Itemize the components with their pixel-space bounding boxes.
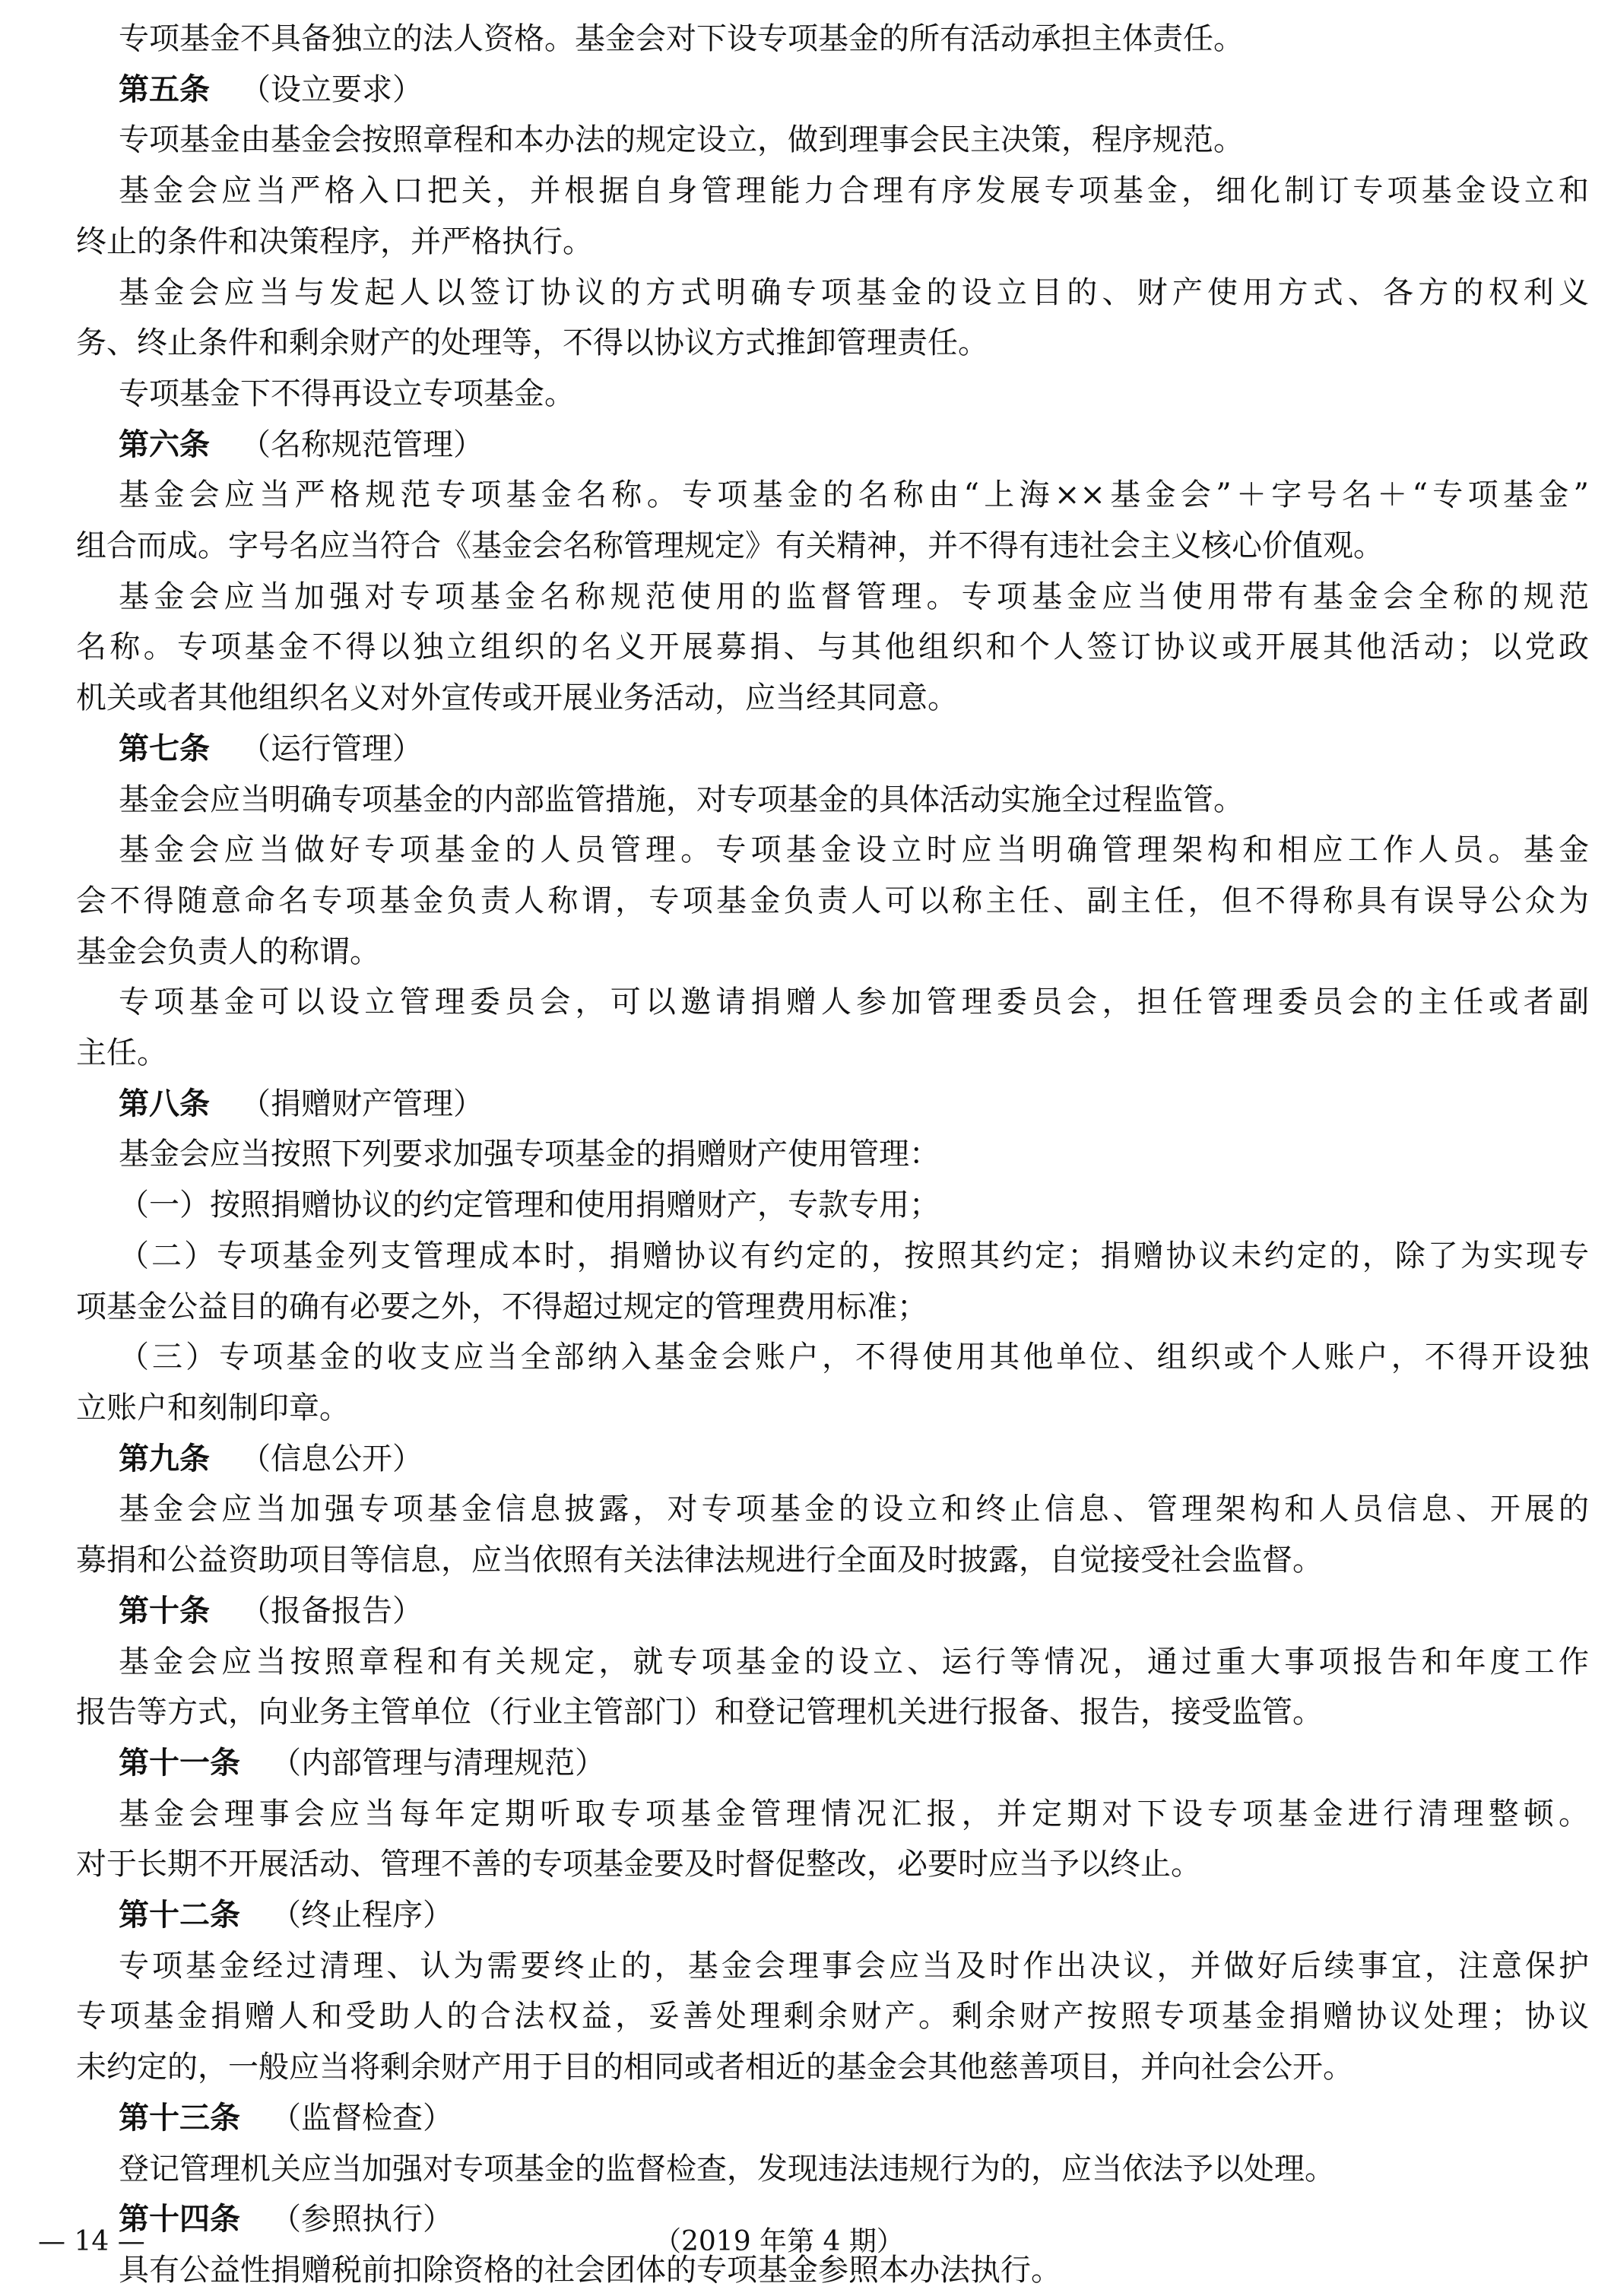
paragraph-line: （三）专项基金的收支应当全部纳入基金会账户，不得使用其他单位、组织或个人账户，不得开设独 [119, 1340, 1589, 1375]
article-heading [76, 65, 1589, 116]
article-title: （运行管理） [240, 731, 423, 766]
paragraph-line: 未约定的，一般应当将剩余财产用于目的相同或者相近的基金会其他慈善项目，并向社会公开。 [76, 2050, 1353, 2085]
article-number: 第六条 [119, 427, 210, 462]
article-number: 第八条 [119, 1086, 210, 1121]
paragraph-line: 务、终止条件和剩余财产的处理等，不得以协议方式推卸管理责任。 [76, 325, 988, 361]
article-heading [76, 420, 1589, 471]
paragraph-line: （一）按照捐赠协议的约定管理和使用捐赠财产，专款专用； [119, 1188, 940, 1223]
paragraph-line: 对于长期不开展活动、管理不善的专项基金要及时督促整改，必要时应当予以终止。 [76, 1847, 1201, 1882]
paragraph-line: 专项基金由基金会按照章程和本办法的规定设立，做到理事会民主决策，程序规范。 [119, 122, 1244, 158]
article-number: 第九条 [119, 1441, 210, 1476]
paragraph-line: 基金会应当做好专项基金的人员管理。专项基金设立时应当明确管理架构和相应工作人员。基金 [119, 832, 1589, 868]
article-number: 第十二条 [119, 1898, 240, 1933]
paragraph-line: 组合而成。字号名应当符合《基金会名称管理规定》有关精神，并不得有违社会主义核心价值观。 [76, 528, 1384, 564]
article-title: （名称规范管理） [240, 427, 484, 462]
page-number: — 14 — [38, 2226, 145, 2257]
article-number: 第五条 [119, 71, 210, 107]
article-heading [76, 2093, 1589, 2144]
article-title: （终止程序） [271, 1898, 453, 1933]
paragraph-line: 具有公益性捐赠税前扣除资格的社会团体的专项基金参照本办法执行。 [119, 2252, 1061, 2288]
paragraph-line: 基金会应当按照下列要求加强专项基金的捐赠财产使用管理： [119, 1137, 940, 1172]
article-heading [76, 724, 1589, 775]
paragraph-line: 募捐和公益资助项目等信息，应当依照有关法律法规进行全面及时披露，自觉接受社会监督。 [76, 1543, 1323, 1578]
article-heading [76, 1738, 1589, 1789]
paragraph-line: 报告等方式，向业务主管单位（行业主管部门）和登记管理机关进行报备、报告，接受监管。 [76, 1695, 1323, 1730]
article-heading [76, 1890, 1589, 1941]
article-title: （报备报告） [240, 1593, 423, 1628]
article-number: 第十条 [119, 1593, 210, 1628]
article-title: （设立要求） [240, 71, 423, 107]
article-heading [76, 1434, 1589, 1485]
paragraph-line: 名称。专项基金不得以独立组织的名义开展募捐、与其他组织和个人签订协议或开展其他活动；以党政 [76, 629, 1589, 665]
article-title: （捐赠财产管理） [240, 1086, 484, 1121]
article-number: 第十一条 [119, 1745, 240, 1781]
article-title: （内部管理与清理规范） [271, 1745, 605, 1781]
paragraph-line: 基金会应当加强对专项基金名称规范使用的监督管理。专项基金应当使用带有基金会全称的规范 [119, 579, 1589, 614]
paragraph-line: 立账户和刻制印章。 [76, 1390, 350, 1425]
article-text [76, 14, 1589, 2296]
paragraph-line: 机关或者其他组织名义对外宣传或开展业务活动，应当经其同意。 [76, 680, 958, 716]
paragraph-line: 专项基金经过清理、认为需要终止的，基金会理事会应当及时作出决议，并做好后续事宜，注意保护 [119, 1948, 1589, 1984]
paragraph-line: 专项基金捐赠人和受助人的合法权益，妥善处理剩余财产。剩余财产按照专项基金捐赠协议处理；协议 [76, 1999, 1589, 2034]
article-heading [76, 1586, 1589, 1637]
article-number: 第七条 [119, 731, 210, 766]
paragraph-line: 专项基金不具备独立的法人资格。基金会对下设专项基金的所有活动承担主体责任。 [119, 21, 1244, 56]
paragraph-line: 专项基金可以设立管理委员会，可以邀请捐赠人参加管理委员会，担任管理委员会的主任或者副 [119, 985, 1589, 1020]
paragraph-line: 基金会负责人的称谓。 [76, 934, 380, 969]
article-number: 第十三条 [119, 2100, 240, 2136]
issue-label: （2019 年第 4 期） [654, 2226, 904, 2257]
paragraph-line: 基金会应当严格入口把关，并根据自身管理能力合理有序发展专项基金，细化制订专项基金设立和 [119, 173, 1589, 209]
article-title: （参照执行） [271, 2202, 453, 2237]
paragraph-line: 终止的条件和决策程序，并严格执行。 [76, 224, 593, 259]
paragraph-line: （二）专项基金列支管理成本时，捐赠协议有约定的，按照其约定；捐赠协议未约定的，除了为实现专 [119, 1238, 1589, 1273]
paragraph-line: 基金会应当加强专项基金信息披露，对专项基金的设立和终止信息、管理架构和人员信息、开展的 [119, 1492, 1589, 1527]
paragraph-line: 基金会应当明确专项基金的内部监管措施，对专项基金的具体活动实施全过程监管。 [119, 782, 1244, 817]
paragraph-line: 基金会理事会应当每年定期听取专项基金管理情况汇报，并定期对下设专项基金进行清理整顿。 [119, 1796, 1589, 1831]
paragraph-line: 基金会应当与发起人以签订协议的方式明确专项基金的设立目的、财产使用方式、各方的权利义 [119, 274, 1589, 310]
article-heading [76, 1079, 1589, 1130]
article-title: （信息公开） [240, 1441, 423, 1476]
paragraph-line: 会不得随意命名专项基金负责人称谓，专项基金负责人可以称主任、副主任，但不得称具有误导公众为 [76, 883, 1589, 918]
paragraph-line: 专项基金下不得再设立专项基金。 [119, 376, 575, 411]
paragraph-line: 基金会应当按照章程和有关规定，就专项基金的设立、运行等情况，通过重大事项报告和年度工作 [119, 1644, 1589, 1679]
article-title: （监督检查） [271, 2100, 453, 2136]
paragraph-line: 基金会应当严格规范专项基金名称。专项基金的名称由“上海××基金会”＋字号名＋“专项基金” [119, 477, 1589, 513]
paragraph-line: 项基金公益目的确有必要之外，不得超过规定的管理费用标准； [76, 1289, 928, 1324]
paragraph-line: 登记管理机关应当加强对专项基金的监督检查，发现违法违规行为的，应当依法予以处理。 [119, 2151, 1335, 2187]
paragraph-line: 主任。 [76, 1035, 167, 1071]
article-number: 第十四条 [119, 2202, 240, 2237]
page-footer [0, 2219, 1611, 2265]
